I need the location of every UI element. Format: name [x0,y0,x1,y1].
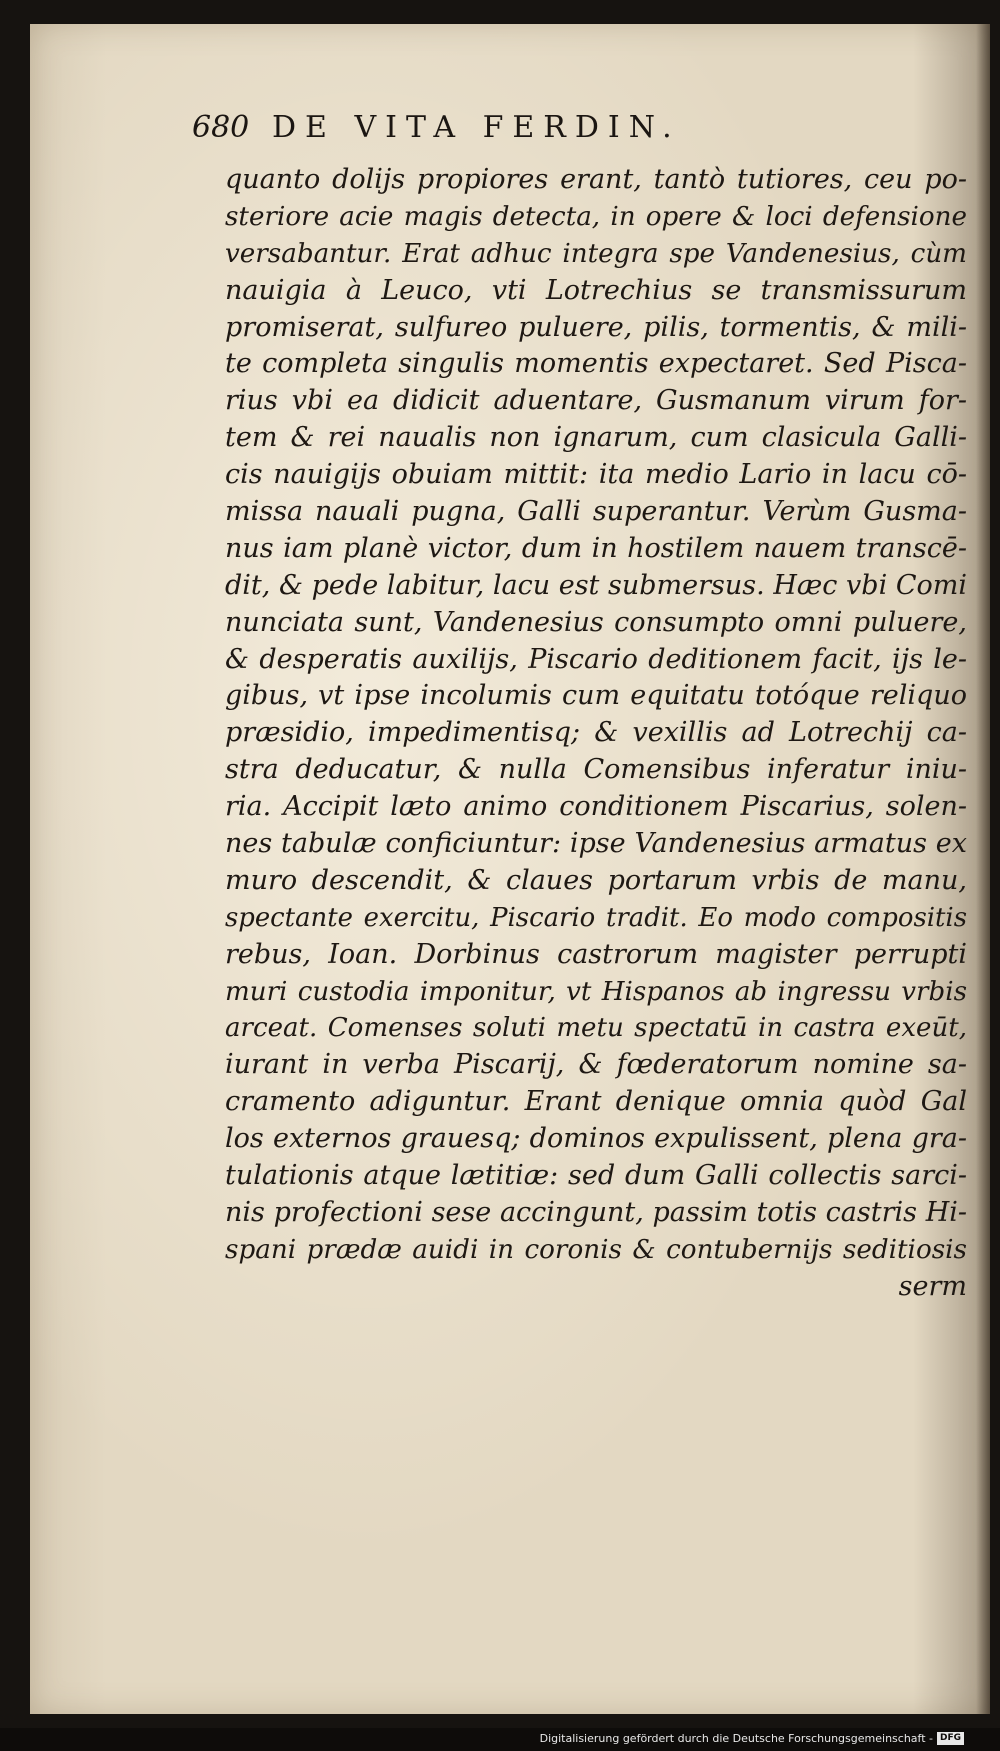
text-line: versabantur. Erat adhuc integra spe Vandenesius, cùm [225,238,967,269]
text-line: cis nauigijs obuiam mittit: ita medio Lario in lacu cō- [225,459,967,491]
text-line: gibus, vt ipse incolumis cum equitatu totóque reliquo [225,680,967,712]
page-number: 680 [192,110,250,145]
text-line: spectante exercitu, Piscario tradit. Eo modo compositis [225,902,967,933]
text-line: cramento adiguntur. Erant denique omnia quòd Gal [225,1086,967,1118]
dfg-logo: DFG [937,1732,964,1745]
page-gutter-shadow [976,24,990,1714]
text-line: te completa singulis momentis expectaret. Sed Pisca- [225,348,967,380]
text-line: præsidio, impedimentisq; & vexillis ad Lotrechij ca- [225,717,967,749]
body-text [225,162,967,1306]
text-line: ria. Accipit læto animo conditionem Piscarius, solen- [225,791,967,823]
text-line: nunciata sunt, Vandenesius consumpto omni puluere, [225,606,967,638]
catchword: serm [898,1270,967,1302]
text-line: arceat. Comenses soluti metu spectatū in castra exeūt, [225,1013,967,1044]
text-line: missa nauali pugna, Galli superantur. Verùm Gusma- [225,496,967,528]
text-line: nis profectioni sese accingunt, passim totis castris Hi- [225,1196,967,1228]
page-header [192,110,752,160]
text-line: iurant in verba Piscarij, & fœderatorum nomine sa- [225,1049,967,1081]
text-line: steriore acie magis detecta, in opere & loci defensione [225,201,967,232]
text-line: muro descendit, & claues portarum vrbis de manu, [225,864,967,896]
text-line: quanto doliјs propiores erant, tantò tutiores, ceu po- [225,164,967,195]
text-line: los externos grauesq; dominos expulissent, plena gra- [225,1123,967,1155]
text-line: nauigia à Leuco, vti Lotrechius se transmissurum [225,274,967,306]
credit-text: Digitalisierung gefördert durch die Deutsche Forschungsgemeinschaft - [539,1732,933,1745]
text-line: tem & rei naualis non ignarum, cum clasicula Galli- [225,422,967,454]
digitization-credit [540,1732,964,1745]
text-line: spani prædæ auidi in coronis & contubernijs seditiosis [225,1234,967,1265]
text-line: promiserat, sulfureo puluere, pilis, tormentis, & mili- [225,311,967,343]
text-line: nes tabulæ conficiuntur: ipse Vandenesius armatus ex [225,828,967,860]
text-line: nus iam planè victor, dum in hostilem nauem transcē- [225,532,967,564]
text-line: stra deducatur, & nulla Comensibus inferatur iniu- [225,754,967,786]
text-line: & desperatis auxilijs, Piscario deditionem facit, ijs le- [225,643,967,675]
text-line: tulationis atque lætitiæ: sed dum Galli collectis sarci- [225,1160,967,1192]
text-line: dit, & pede labitur, lacu est submersus. Hæc vbi Comi [225,569,967,601]
running-title: DE VITA FERDIN. [272,110,681,145]
text-line: muri custodia imponitur, vt Hispanos ab ingressu vrbis [225,976,967,1007]
text-line: rebus, Ioan. Dorbinus castrorum magister perrupti [225,938,967,970]
text-line: rius vbi ea didicit aduentare, Gusmanum virum for- [225,385,967,417]
